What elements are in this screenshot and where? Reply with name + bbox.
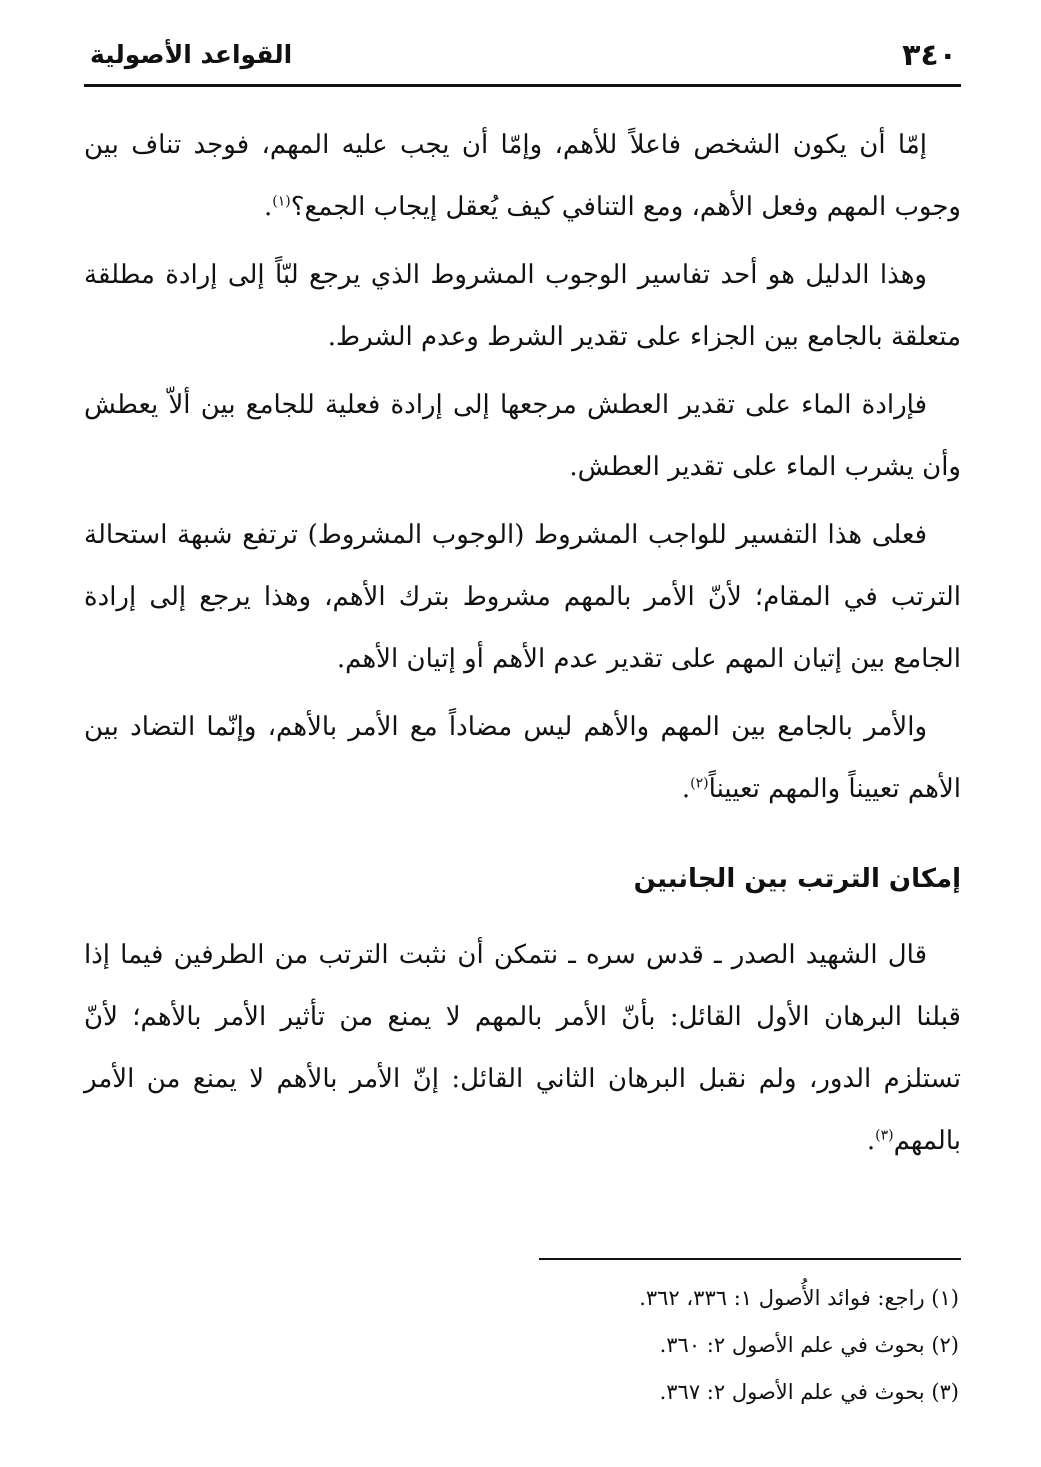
footnotes	[84, 1258, 961, 1419]
footnote-2: (٢) بحوث في علم الأصول ٢: ٣٦٠.	[659, 1333, 959, 1357]
footnote-3: (٣) بحوث في علم الأصول ٢: ٣٦٧.	[659, 1380, 959, 1404]
paragraph-3: فإرادة الماء على تقدير العطش مرجعها إلى إرادة فعلية للجامع بين ألاّ يعطش وأن يشرب الماء على تقدير العطش.	[84, 390, 961, 482]
footnote-1: (١) راجع: فوائد الأُصول ١: ٣٣٦، ٣٦٢.	[639, 1286, 959, 1310]
main-text	[84, 114, 961, 1178]
footnote-ref-2: (٢)	[690, 775, 709, 792]
book-page	[84, 28, 961, 1438]
paragraph-6: قال الشهيد الصدر ـ قدس سره ـ نتمكن أن نثبت الترتب من الطرفين فيما إذا قبلنا البرهان الأول القائل: بأنّ الأمر بالمهم لا يمنع من تأثير الأمر بالأهم؛ لأنّ تستلزم الدور، ولم نقبل البرهان الثاني القائل: إنّ الأمر بالأهم لا يمنع من الأمر بالمهم$^{(٣)}$.	[84, 940, 961, 1156]
paragraph-1: إمّا أن يكون الشخص فاعلاً للأهم، وإمّا أن يجب عليه المهم، فوجد تناف بين وجوب المهم وفعل الأهم، ومع التنافي كيف يُعقل إيجاب الجمع؟$^{(١)}$.	[84, 130, 961, 222]
page-number: ٣٤٠	[902, 38, 957, 73]
running-title: القواعد الأصولية	[90, 40, 293, 69]
footnote-ref-1: (١)	[272, 193, 291, 210]
section-heading: إمكان الترتب بين الجانبين	[633, 864, 961, 894]
running-header	[84, 28, 961, 87]
paragraph-4: فعلى هذا التفسير للواجب المشروط (الوجوب المشروط) ترتفع شبهة استحالة الترتب في المقام؛ لأنّ الأمر بالمهم مشروط بترك الأهم، وهذا يرجع إلى إرادة الجامع بين إتيان المهم على تقدير عدم الأهم أو إتيان الأهم.	[84, 520, 961, 674]
footnote-ref-3: (٣)	[875, 1127, 894, 1144]
paragraph-5: والأمر بالجامع بين المهم والأهم ليس مضاداً مع الأمر بالأهم، وإنّما التضاد بين الأهم تعييناً والمهم تعييناً$^{(٢)}$.	[84, 712, 961, 804]
footnote-divider	[539, 1258, 961, 1260]
paragraph-2: وهذا الدليل هو أحد تفاسير الوجوب المشروط الذي يرجع لبّاً إلى إرادة مطلقة متعلقة بالجامع بين الجزاء على تقدير الشرط وعدم الشرط.	[84, 260, 961, 352]
